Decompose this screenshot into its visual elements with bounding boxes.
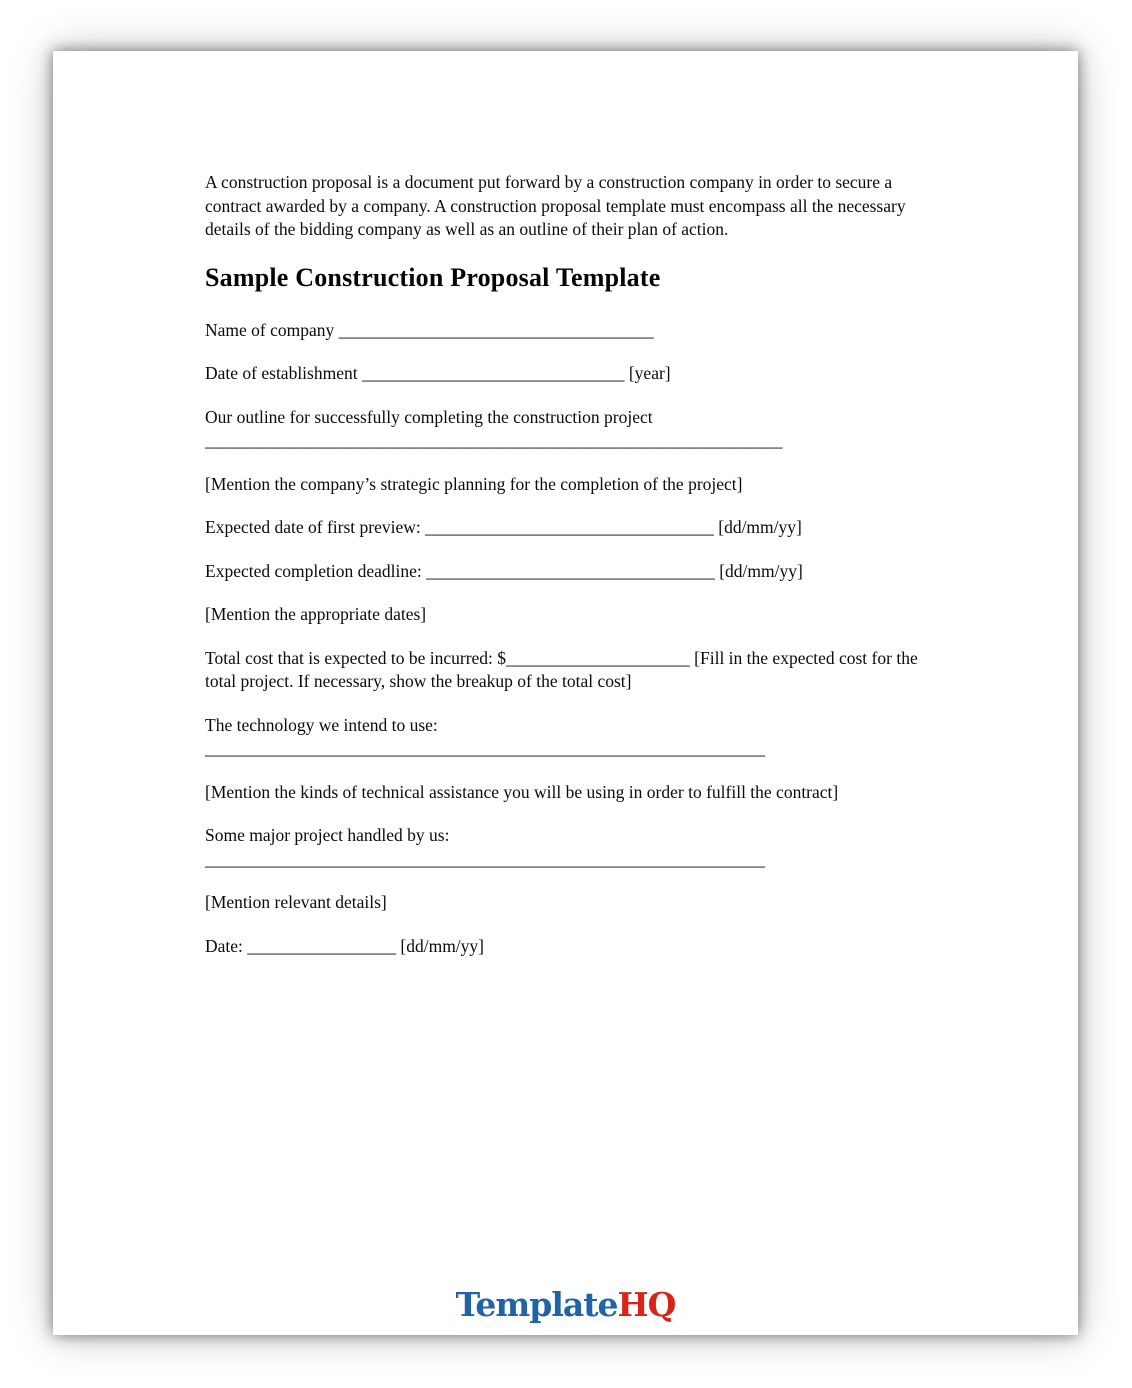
field-date: Date: _________________ [dd/mm/yy] — [205, 935, 485, 956]
outline-label: Our outline for successfully completing the construction project — [205, 406, 653, 427]
major-projects-label: Some major project handled by us: — [205, 825, 450, 845]
document-title: Sample Construction Proposal Template — [205, 262, 661, 292]
technical-assistance-note: [Mention the kinds of technical assistance you will be using in order to fulfill the contract] — [205, 781, 839, 802]
field-total-cost: Total cost that is expected to be incurred: $_____________________ [Fill in the expected cost for the total project. If necessary, show the breakup of the total cost] — [205, 647, 918, 691]
relevant-details-note: [Mention relevant details] — [205, 892, 387, 912]
intro-paragraph: A construction proposal is a document put forward by a construction company in order to secure a contract awarded by a company. A construction proposal template must encompass all the necessary details of the bidding company as well as an outline of their plan of action. — [205, 172, 906, 239]
technology-blank-line: ________________________________________________________________ — [205, 738, 765, 758]
document-page — [53, 51, 1078, 1335]
field-name-of-company: Name of company ____________________________________ — [205, 319, 654, 340]
appropriate-dates-note: [Mention the appropriate dates] — [205, 604, 427, 624]
logo-text-template: Template — [455, 1285, 618, 1324]
major-projects-blank-line: ________________________________________________________________ — [205, 848, 765, 869]
field-date-of-establishment: Date of establishment ______________________________ [year] — [205, 363, 671, 383]
templatehq-logo — [53, 1285, 1078, 1325]
outline-blank-line: __________________________________________________________________ — [205, 430, 783, 450]
document-body — [205, 171, 927, 978]
strategic-planning-note: [Mention the company’s strategic planning for the completion of the project] — [205, 473, 743, 494]
technology-label: The technology we intend to use: — [205, 714, 438, 735]
logo-text-hq: HQ — [617, 1285, 676, 1324]
field-completion-deadline: Expected completion deadline: _________________________________ [dd/mm/yy] — [205, 560, 803, 581]
field-first-preview-date: Expected date of first preview: _________________________________ [dd/mm/yy] — [205, 517, 802, 537]
